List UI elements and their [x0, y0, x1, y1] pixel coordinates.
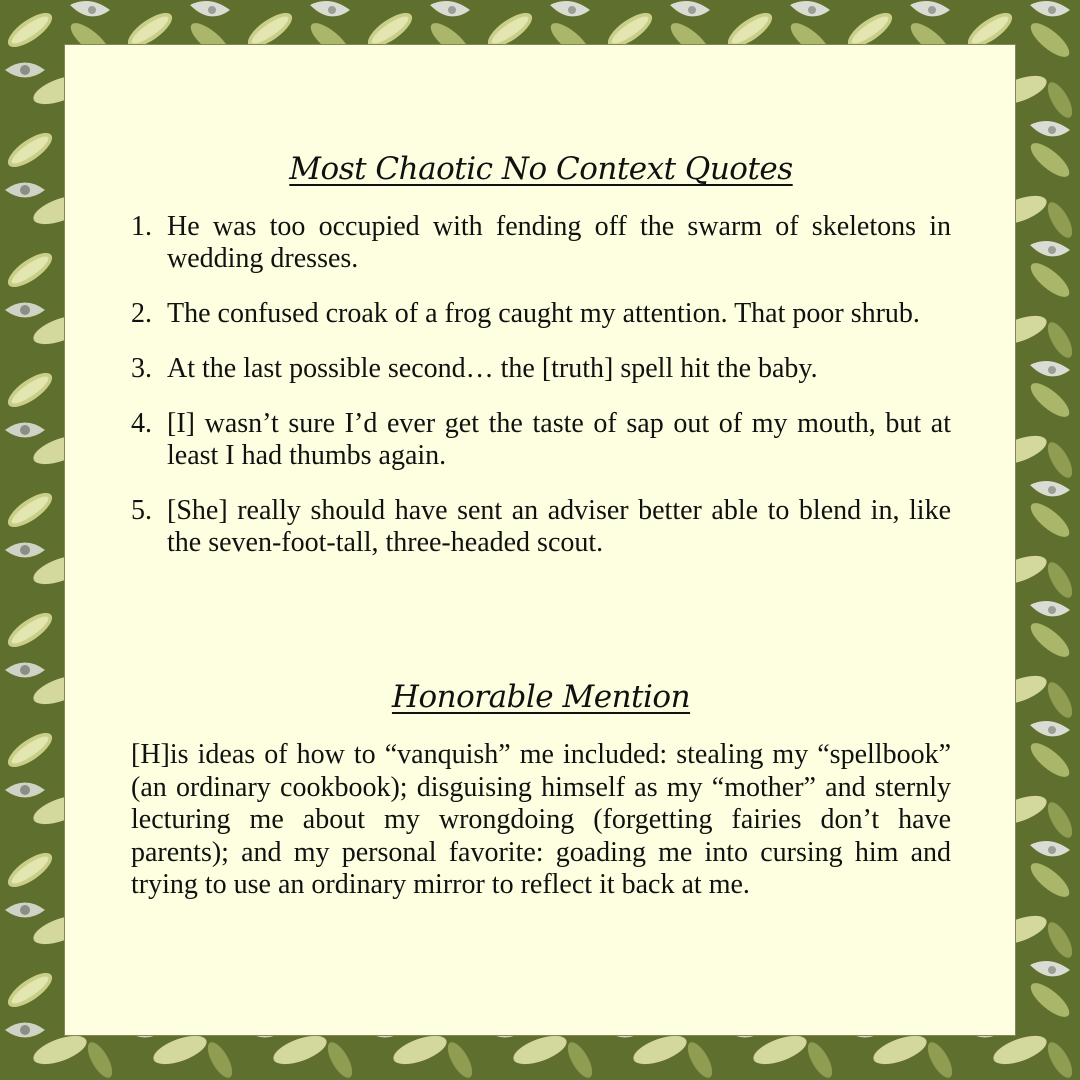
- item-text: [She] really should have sent an adviser better able to blend in, like the seven-foot-tall, three-headed scout.: [167, 495, 951, 558]
- honorable-mention-text: [H]is ideas of how to “vanquish” me included: stealing my “spellbook” (an ordinary cookbook); disguising himself as my “mother” and sternly lecturing me about my wrongdoing (forgetting fairies don’t have parents); and my personal favorite: goading me into cursing him and trying to use an ordinary mirror to reflect it back at me.: [131, 739, 951, 900]
- quotes-list: [131, 211, 951, 582]
- item-number: 2.: [131, 298, 152, 329]
- item-text: He was too occupied with fending off the swarm of skeletons in wedding dresses.: [167, 211, 951, 274]
- item-text: The confused croak of a frog caught my attention. That poor shrub.: [167, 298, 920, 329]
- item-number: 4.: [131, 408, 152, 439]
- list-item: [131, 211, 951, 275]
- list-item: [131, 298, 951, 330]
- item-text: [I] wasn’t sure I’d ever get the taste of sap out of my mouth, but at least I had thumbs again.: [167, 408, 951, 471]
- item-text: At the last possible second… the [truth] spell hit the baby.: [167, 353, 818, 384]
- item-number: 5.: [131, 495, 152, 526]
- list-item: [131, 353, 951, 385]
- item-number: 1.: [131, 211, 152, 242]
- quotes-heading: Most Chaotic No Context Quotes: [289, 151, 793, 187]
- list-item: [131, 495, 951, 559]
- quote-card: [64, 44, 1016, 1036]
- honorable-mention-heading: Honorable Mention: [391, 679, 691, 715]
- item-number: 3.: [131, 353, 152, 384]
- list-item: [131, 408, 951, 472]
